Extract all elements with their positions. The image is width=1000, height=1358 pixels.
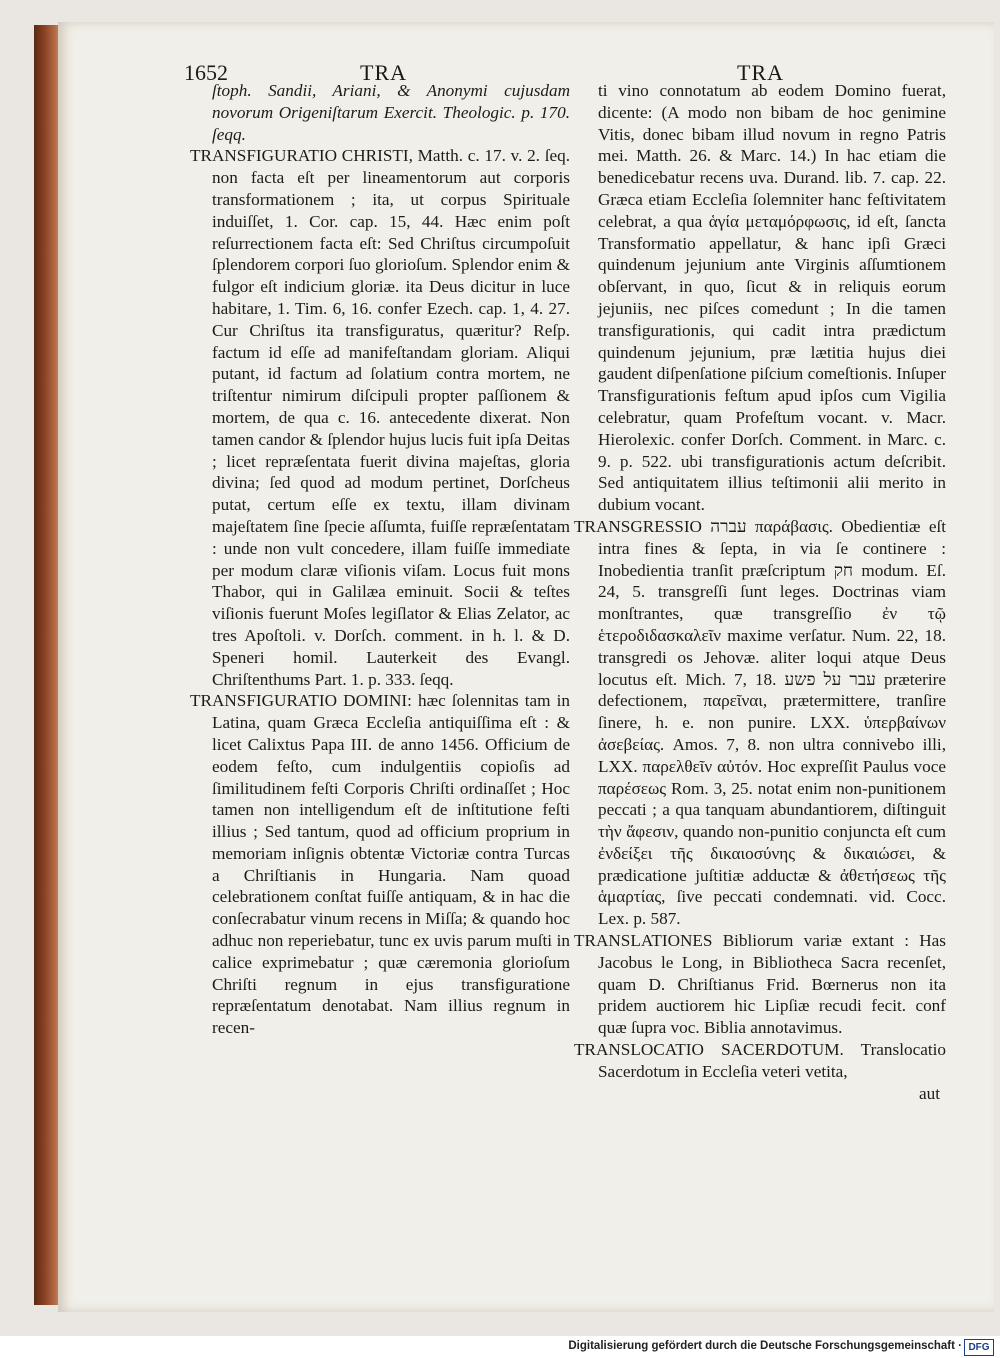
dfg-logo: DFG (964, 1339, 994, 1356)
entry-transgressio: TRANSGRESSIO עברה παράβασις. Obedientiæ eſt intra fines & ſepta, in via ſe continere : Inobedientia tranſit præſcriptum חק modum. Eſ. 24, 5. transgreſſi ſunt leges. Doctrinas viam monſtrantes, quæ transgreſſio ἐν τῷ ἑτεροδιδασκαλεῖν maxime verſatur. Num. 22, 18. transgredi os Jehovæ. aliter loqui atque Deus locutus eſt. Mich. 7, 18. עבר על פשע præterire defectionem, παρεῖναι, prætermittere, tranſire ſinere, h. e. non punire. LXX. ὑπερβαίνων ἀσεβείας. Amos. 7, 8. non ultra connivebo illi, LXX. παρελθεῖν αὐτόν. Hoc expreſſit Paulus voce παρέσεως Rom. 3, 25. notat enim non-punitionem peccati ; a qua tanquam abundantiorem, diſtinguit τὴν ἄφεσιν, quando non-punitio conjuncta eſt cum ἐνδείξει τῆς δικαιοσύνης & δικαιώσει, & prædicatione juſtitiæ adductæ & ἀθετήσεως τῆς ἁμαρτίας, ſive peccati condemnati. vid. Cocc. Lex. p. 587. (574, 516, 947, 929)
continuation-paragraph: ſtoph. Sandii, Ariani, & Anonymi cujusdam novorum Origeniſtarum Exercit. Theologic. p. 170. ſeqq. (212, 81, 570, 144)
entry-transfiguratio-christi: TRANSFIGURATIO CHRISTI, Matth. c. 17. v. 2. ſeq. non facta eſt per lineamentorum aut corporis transformationem ; ita, ut corpus Spirituale induiſſet, 1. Cor. cap. 15, 44. Hæc enim poſt reſurrectionem facta eſt: Sed Chriſtus circumpoſuit ſplendorem corpori ſuo glorioſum. Splendor enim & fulgor eſt indicium gloriæ. ita Deus dicitur in luce habitare, 1. Tim. 6, 16. confer Ezech. cap. 1, 4. 27. Cur Chriſtus ita transfiguratus, quæritur? Reſp. factum id eſſe ad manifeſtandam gloriam. Aliqui putant, id factum ad ſolatium contra mortem, ne triſtentur nimirum diſcipuli propter paſſionem & mortem, de qua c. 16. antecedente dixerat. Non tamen candor & ſplendor hujus lucis fuit ipſa Deitas ; licet repræſentata fuerit divina majeſtas, gloria divina; ſed quod ad modum pertinet, Dorſcheus putat, certum eſſe ex textu, illam divinam majeſtatem ſine ſpecie aſſumta, fuiſſe repræſentatam : unde non vult concedere, illam fuiſſe immediate per modum claræ viſionis viſam. Locus fuit mons Thabor, qui in Galilæa eminuit. Socii & teſtes viſionis fuerunt Moſes legiſlator & Elias Zelator, ac tres Apoſtoli. v. Dorſch. comment. in h. l. & D. Speneri homil. Lauterkeit des Evangl. Chriſtenthums Part. 1. p. 333. ſeqq. (190, 146, 570, 689)
catchword: aut (919, 1083, 940, 1103)
left-column (190, 80, 570, 1039)
running-head-left: TRA (360, 60, 407, 85)
entry-translationes: TRANSLATIONES Bibliorum variæ extant : Has Jacobus le Long, in Bibliotheca Sacra recenſet, quam D. Chriſtianus Frid. Bœrnerus non ita pridem auctiorem hic Lipſiæ recudi fecit. conf quæ ſupra voc. Biblia annotavimus. (574, 931, 946, 1038)
running-head-right: TRA (737, 60, 784, 85)
right-column (574, 80, 946, 1104)
funding-notice: Digitalisierung gefördert durch die Deutsche Forschungsgemeinschaft · (568, 1340, 962, 1352)
page-number: 1652 (184, 60, 228, 85)
entry-translocatio-sacerdotum: TRANSLOCATIO SACERDOTUM. Translocatio Sacerdotum in Eccleſia veteri vetita, (574, 1040, 946, 1081)
entry-transfiguratio-domini: TRANSFIGURATIO DOMINI: hæc ſolennitas tam in Latina, quam Græca Eccleſia antiquiſſima eſt : & licet Calixtus Papa III. de anno 1456. Officium de eodem feſto, cum indulgentiis copioſis ad ſimilitudinem feſti Corporis Chriſti ordinaſſet ; Hoc tamen non intelligendum eſt de inſtitutione feſti illius ; Sed tantum, quod ad officium proprium in memoriam inſignis obtentæ Victoriæ contra Turcas a Chriſtianis in Hungaria. Nam quoad celebrationem conſtat fuiſſe antiquam, & in hac die conſecrabatur vinum recens in Miſſa; & quando hoc adhuc non reperiebatur, tunc ex uvis parum muſti in calice exprimebatur ; quæ cæremonia glorioſum Chriſti regnum in ejus transfiguratione repræſentatum denotabat. Nam illius regnum in recen- (190, 691, 570, 1038)
footer-bar (0, 1336, 1000, 1358)
continuation-paragraph: ti vino connotatum ab eodem Domino fuerat, dicente: (A modo non bibam de hoc genimine Vitis, donec bibam illud novum in regno Patris mei. Matth. 26. & Marc. 14.) In hac etiam die benedicebatur recens uva. Durand. lib. 7. cap. 22. Græca etiam Eccleſia ſolemniter hanc feſtivitatem celebrat, a qua ἁγία μεταμόρφωσις, id eſt, ſancta Transformatio appellatur, & hanc ipſi Græci quindenum jejunium ante Virginis aſſumtionem obſervant, in quo, ſicut & in reliquis eorum jejuniis, nec piſces comedunt ; In die tamen transfigurationis, qui cadit intra prædictum quindenum jejunium, præ lætitia hujus diei gaudent diſpenſatione piſcium comeſtionis. Inſuper Transfigurationis feſtum apud ipſos cum Vigilia celebratur, quam Profeſtum vocant. v. Macr. Hierolexic. confer Dorſch. Comment. in Marc. c. 9. p. 522. ubi transfigurationis actum deſcribit. Sed antiquitatem illius teſtimonii alii merito in dubium vocant. (598, 81, 946, 515)
